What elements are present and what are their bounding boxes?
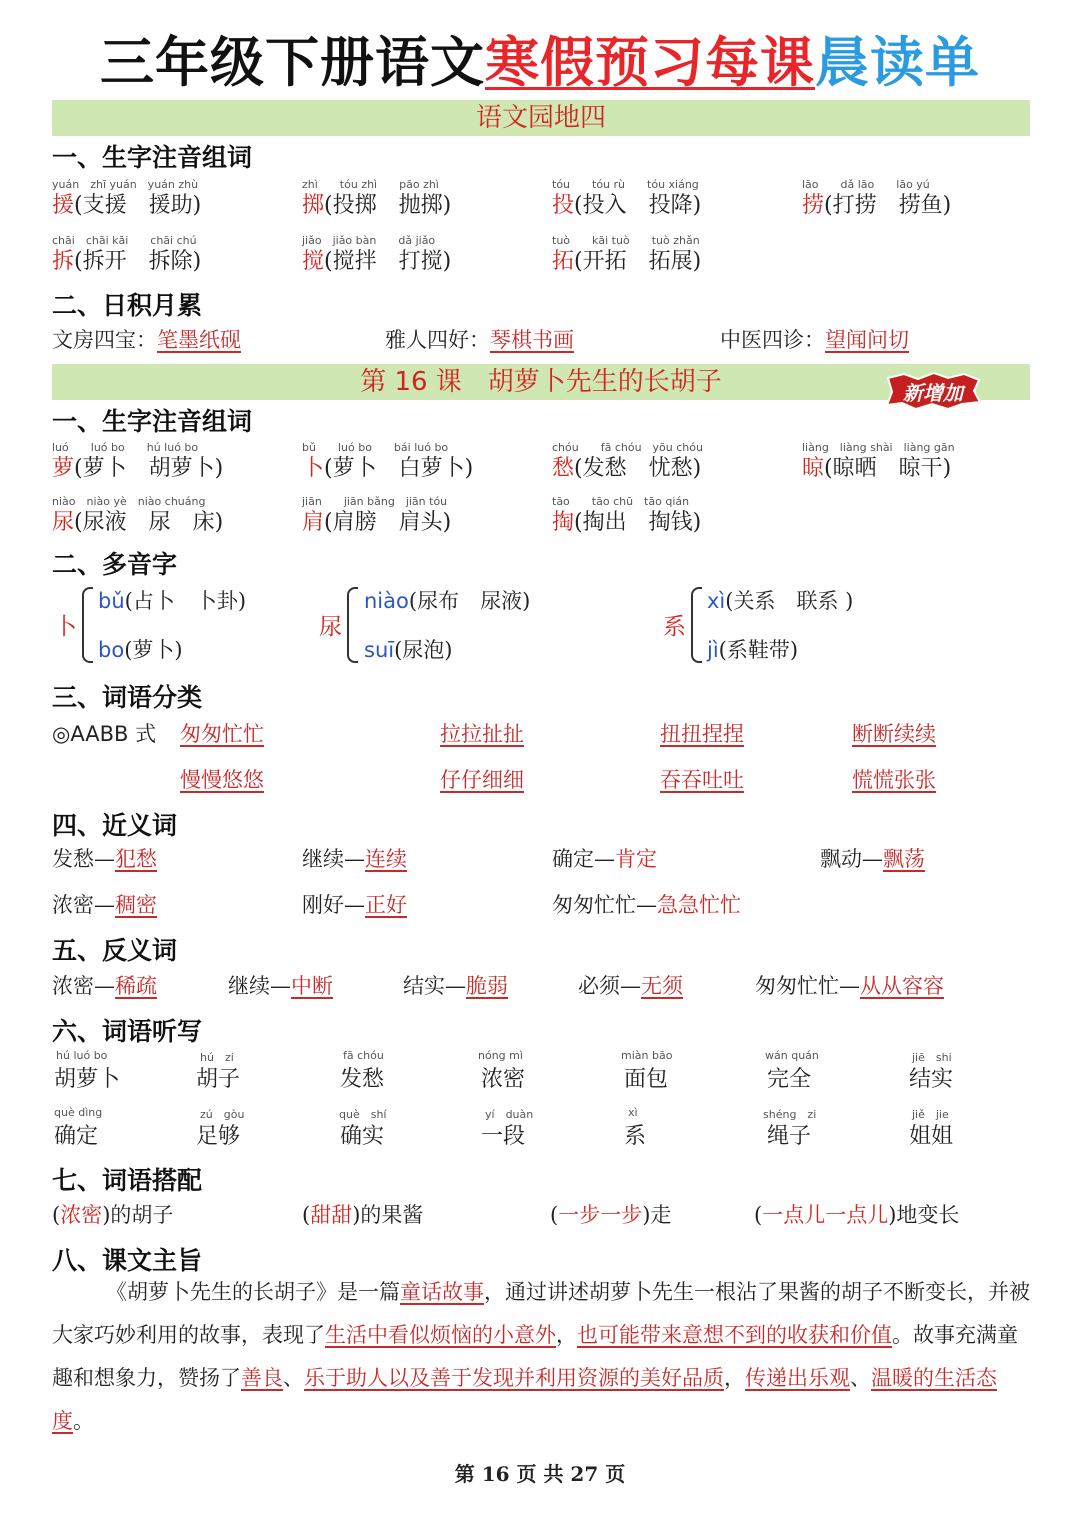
synonym-pair: 刚好—正好 bbox=[302, 893, 407, 917]
brace bbox=[347, 587, 358, 663]
pinyin: fā chóu bbox=[343, 1049, 384, 1062]
pinyin: xì bbox=[628, 1106, 638, 1119]
char-entry: 卜(萝卜 白萝卜) bbox=[302, 456, 474, 481]
lesson-banner: 第 16 课 胡萝卜先生的长胡子 bbox=[52, 364, 1030, 400]
lesson-summary: 《胡萝卜先生的长胡子》是一篇童话故事，通过讲述胡萝卜先生一根沾了果酱的胡子不断变长，并被大家巧妙利用的故事，表现了生活中看似烦恼的小意外，也可能带来意想不到的收获和价值。故事充满童趣和想象力，赞扬了善良、乐于助人以及善于发现并利用资源的美好品质，传递出乐观、温暖的生活态度。 bbox=[52, 1280, 1030, 1433]
antonym-pair: 结实—脆弱 bbox=[403, 974, 508, 998]
polyphone-char: 卜 bbox=[54, 614, 77, 640]
pinyin: miàn bāo bbox=[621, 1049, 673, 1062]
pinyin: chóu fā chóu yōu chóu bbox=[552, 441, 703, 454]
pinyin: jiǎo jiǎo bàn dǎ jiǎo bbox=[302, 234, 436, 247]
char-entry: 掏(掏出 掏钱) bbox=[552, 510, 702, 535]
dictation-word: 一段 bbox=[481, 1124, 526, 1149]
page-title bbox=[0, 30, 1080, 96]
dictation-word: 姐姐 bbox=[909, 1124, 954, 1149]
pinyin: liàng liàng shài liàng gān bbox=[802, 441, 955, 454]
char-entry: 拓(开拓 拓展) bbox=[552, 249, 702, 274]
synonym-pair: 飘动—飘荡 bbox=[820, 847, 925, 871]
section-heading: 一、生字注音组词 bbox=[52, 407, 253, 436]
char-entry: 肩(肩膀 肩头) bbox=[302, 510, 452, 535]
pinyin: wán quán bbox=[765, 1049, 819, 1062]
pinyin: yuán zhī yuán yuán zhù bbox=[52, 178, 199, 191]
accumulation-item: 雅人四好：琴棋书画 bbox=[385, 328, 574, 352]
section-heading: 二、多音字 bbox=[52, 550, 178, 579]
antonym-pair: 必须—无须 bbox=[578, 974, 683, 998]
pinyin: luó luó bo hú luó bo bbox=[52, 441, 199, 454]
synonym-pair: 继续—连续 bbox=[302, 847, 407, 871]
dictation-word: 确实 bbox=[340, 1124, 385, 1149]
synonym-pair: 发愁—犯愁 bbox=[52, 847, 157, 871]
section-heading: 五、反义词 bbox=[52, 936, 178, 965]
polyphone-reading: xì(关系 联系 ) bbox=[707, 589, 854, 613]
pinyin: tuò kāi tuò tuò zhǎn bbox=[552, 234, 700, 247]
pinyin: lāo dǎ lāo lāo yú bbox=[802, 178, 930, 191]
dictation-word: 绳子 bbox=[767, 1124, 812, 1149]
pinyin: chāi chāi kāi chāi chú bbox=[52, 234, 197, 247]
synonym-pair: 匆匆忙忙—急急忙忙 bbox=[552, 893, 741, 917]
pinyin: bǔ luó bo bái luó bo bbox=[302, 441, 449, 454]
dictation-word: 胡子 bbox=[196, 1067, 241, 1092]
polyphone-reading: suī(尿泡) bbox=[364, 638, 453, 662]
char-entry: 愁(发愁 忧愁) bbox=[552, 456, 702, 481]
title-part2: 寒假预习每课 bbox=[485, 31, 815, 94]
aabb-word: 拉拉扯扯 bbox=[440, 722, 524, 746]
polyphone-reading: niào(尿布 尿液) bbox=[364, 589, 531, 613]
polyphone-char: 尿 bbox=[319, 614, 342, 640]
char-entry: 晾(晾晒 晾干) bbox=[802, 456, 952, 481]
dictation-word: 胡萝卜 bbox=[54, 1067, 121, 1092]
char-entry: 援(支援 援助) bbox=[52, 193, 202, 218]
polyphone-reading: jì(系鞋带) bbox=[707, 638, 799, 662]
dictation-word: 浓密 bbox=[481, 1067, 526, 1092]
pinyin: tóu tóu rù tóu xiáng bbox=[552, 178, 699, 191]
title-part3: 晨读单 bbox=[815, 31, 980, 94]
pinyin: zhì tóu zhì pāo zhì bbox=[302, 178, 439, 191]
dictation-word: 系 bbox=[624, 1124, 647, 1149]
pinyin: yí duàn bbox=[485, 1108, 534, 1121]
section-heading: 四、近义词 bbox=[52, 811, 178, 840]
dictation-word: 完全 bbox=[767, 1067, 812, 1092]
section-heading: 八、课文主旨 bbox=[52, 1246, 203, 1275]
section-heading: 七、词语搭配 bbox=[52, 1166, 203, 1195]
collocation: (一点儿一点儿)地变长 bbox=[754, 1203, 960, 1227]
polyphone-reading: bo(萝卜) bbox=[98, 638, 183, 662]
pinyin: niào niào yè niào chuáng bbox=[52, 495, 206, 508]
char-entry: 投(投入 投降) bbox=[552, 193, 702, 218]
pinyin: jiē shi bbox=[912, 1051, 952, 1064]
aabb-word: 扭扭捏捏 bbox=[660, 722, 744, 746]
pinyin: shéng zi bbox=[763, 1108, 817, 1121]
section-heading: 三、词语分类 bbox=[52, 683, 203, 712]
collocation: (浓密)的胡子 bbox=[52, 1203, 174, 1227]
section-heading: 六、词语听写 bbox=[52, 1017, 203, 1046]
collocation: (甜甜)的果酱 bbox=[302, 1203, 424, 1227]
antonym-pair: 匆匆忙忙—从从容容 bbox=[755, 974, 944, 998]
pinyin: nóng mì bbox=[478, 1049, 523, 1062]
synonym-pair: 浓密—稠密 bbox=[52, 893, 157, 917]
section-heading: 二、日积月累 bbox=[52, 291, 203, 320]
unit-banner: 语文园地四 bbox=[52, 100, 1030, 136]
polyphone-reading: bǔ(占卜 卜卦) bbox=[98, 589, 247, 613]
char-entry: 拆(拆开 拆除) bbox=[52, 249, 202, 274]
page-number: 第 16 页 共 27 页 bbox=[454, 1462, 626, 1486]
dictation-word: 确定 bbox=[54, 1124, 99, 1149]
aabb-word: 慢慢悠悠 bbox=[180, 768, 264, 792]
pinyin: jiě jie bbox=[912, 1108, 949, 1121]
char-entry: 尿(尿液 尿 床) bbox=[52, 510, 224, 535]
title-part1: 三年级下册语文 bbox=[100, 31, 485, 94]
accumulation-item: 中医四诊：望闻问切 bbox=[720, 328, 909, 352]
brace bbox=[82, 587, 93, 663]
accumulation-item: 文房四宝：笔墨纸砚 bbox=[52, 328, 241, 352]
new-badge bbox=[884, 372, 982, 410]
char-entry: 搅(搅拌 打搅) bbox=[302, 249, 452, 274]
aabb-word: 匆匆忙忙 bbox=[180, 722, 264, 746]
aabb-word: 吞吞吐吐 bbox=[660, 768, 744, 792]
char-entry: 掷(投掷 抛掷) bbox=[302, 193, 452, 218]
pinyin: hú luó bo bbox=[56, 1049, 108, 1062]
dictation-word: 发愁 bbox=[340, 1067, 385, 1092]
pinyin: tāo tāo chū tāo qián bbox=[552, 495, 690, 508]
dictation-word: 结实 bbox=[909, 1067, 954, 1092]
pinyin: jiān jiān bǎng jiān tóu bbox=[302, 495, 448, 508]
aabb-label: ◎AABB 式 bbox=[52, 722, 157, 746]
brace bbox=[691, 587, 702, 663]
antonym-pair: 浓密—稀疏 bbox=[52, 974, 157, 998]
collocation: (一步一步)走 bbox=[550, 1203, 672, 1227]
antonym-pair: 继续—中断 bbox=[228, 974, 333, 998]
polyphone-char: 系 bbox=[663, 614, 686, 640]
aabb-word: 断断续续 bbox=[852, 722, 936, 746]
pinyin: què dìng bbox=[54, 1106, 103, 1119]
section-heading: 一、生字注音组词 bbox=[52, 143, 253, 172]
badge-text: 新增加 bbox=[903, 381, 963, 405]
pinyin: hú zi bbox=[200, 1051, 234, 1064]
char-entry: 捞(打捞 捞鱼) bbox=[802, 193, 952, 218]
dictation-word: 足够 bbox=[196, 1124, 241, 1149]
pinyin: què shí bbox=[339, 1108, 387, 1121]
char-entry: 萝(萝卜 胡萝卜) bbox=[52, 456, 224, 481]
dictation-word: 面包 bbox=[624, 1067, 669, 1092]
pinyin: zú gòu bbox=[200, 1108, 245, 1121]
aabb-word: 仔仔细细 bbox=[440, 768, 524, 792]
synonym-pair: 确定—肯定 bbox=[552, 847, 657, 871]
aabb-word: 慌慌张张 bbox=[852, 768, 936, 792]
